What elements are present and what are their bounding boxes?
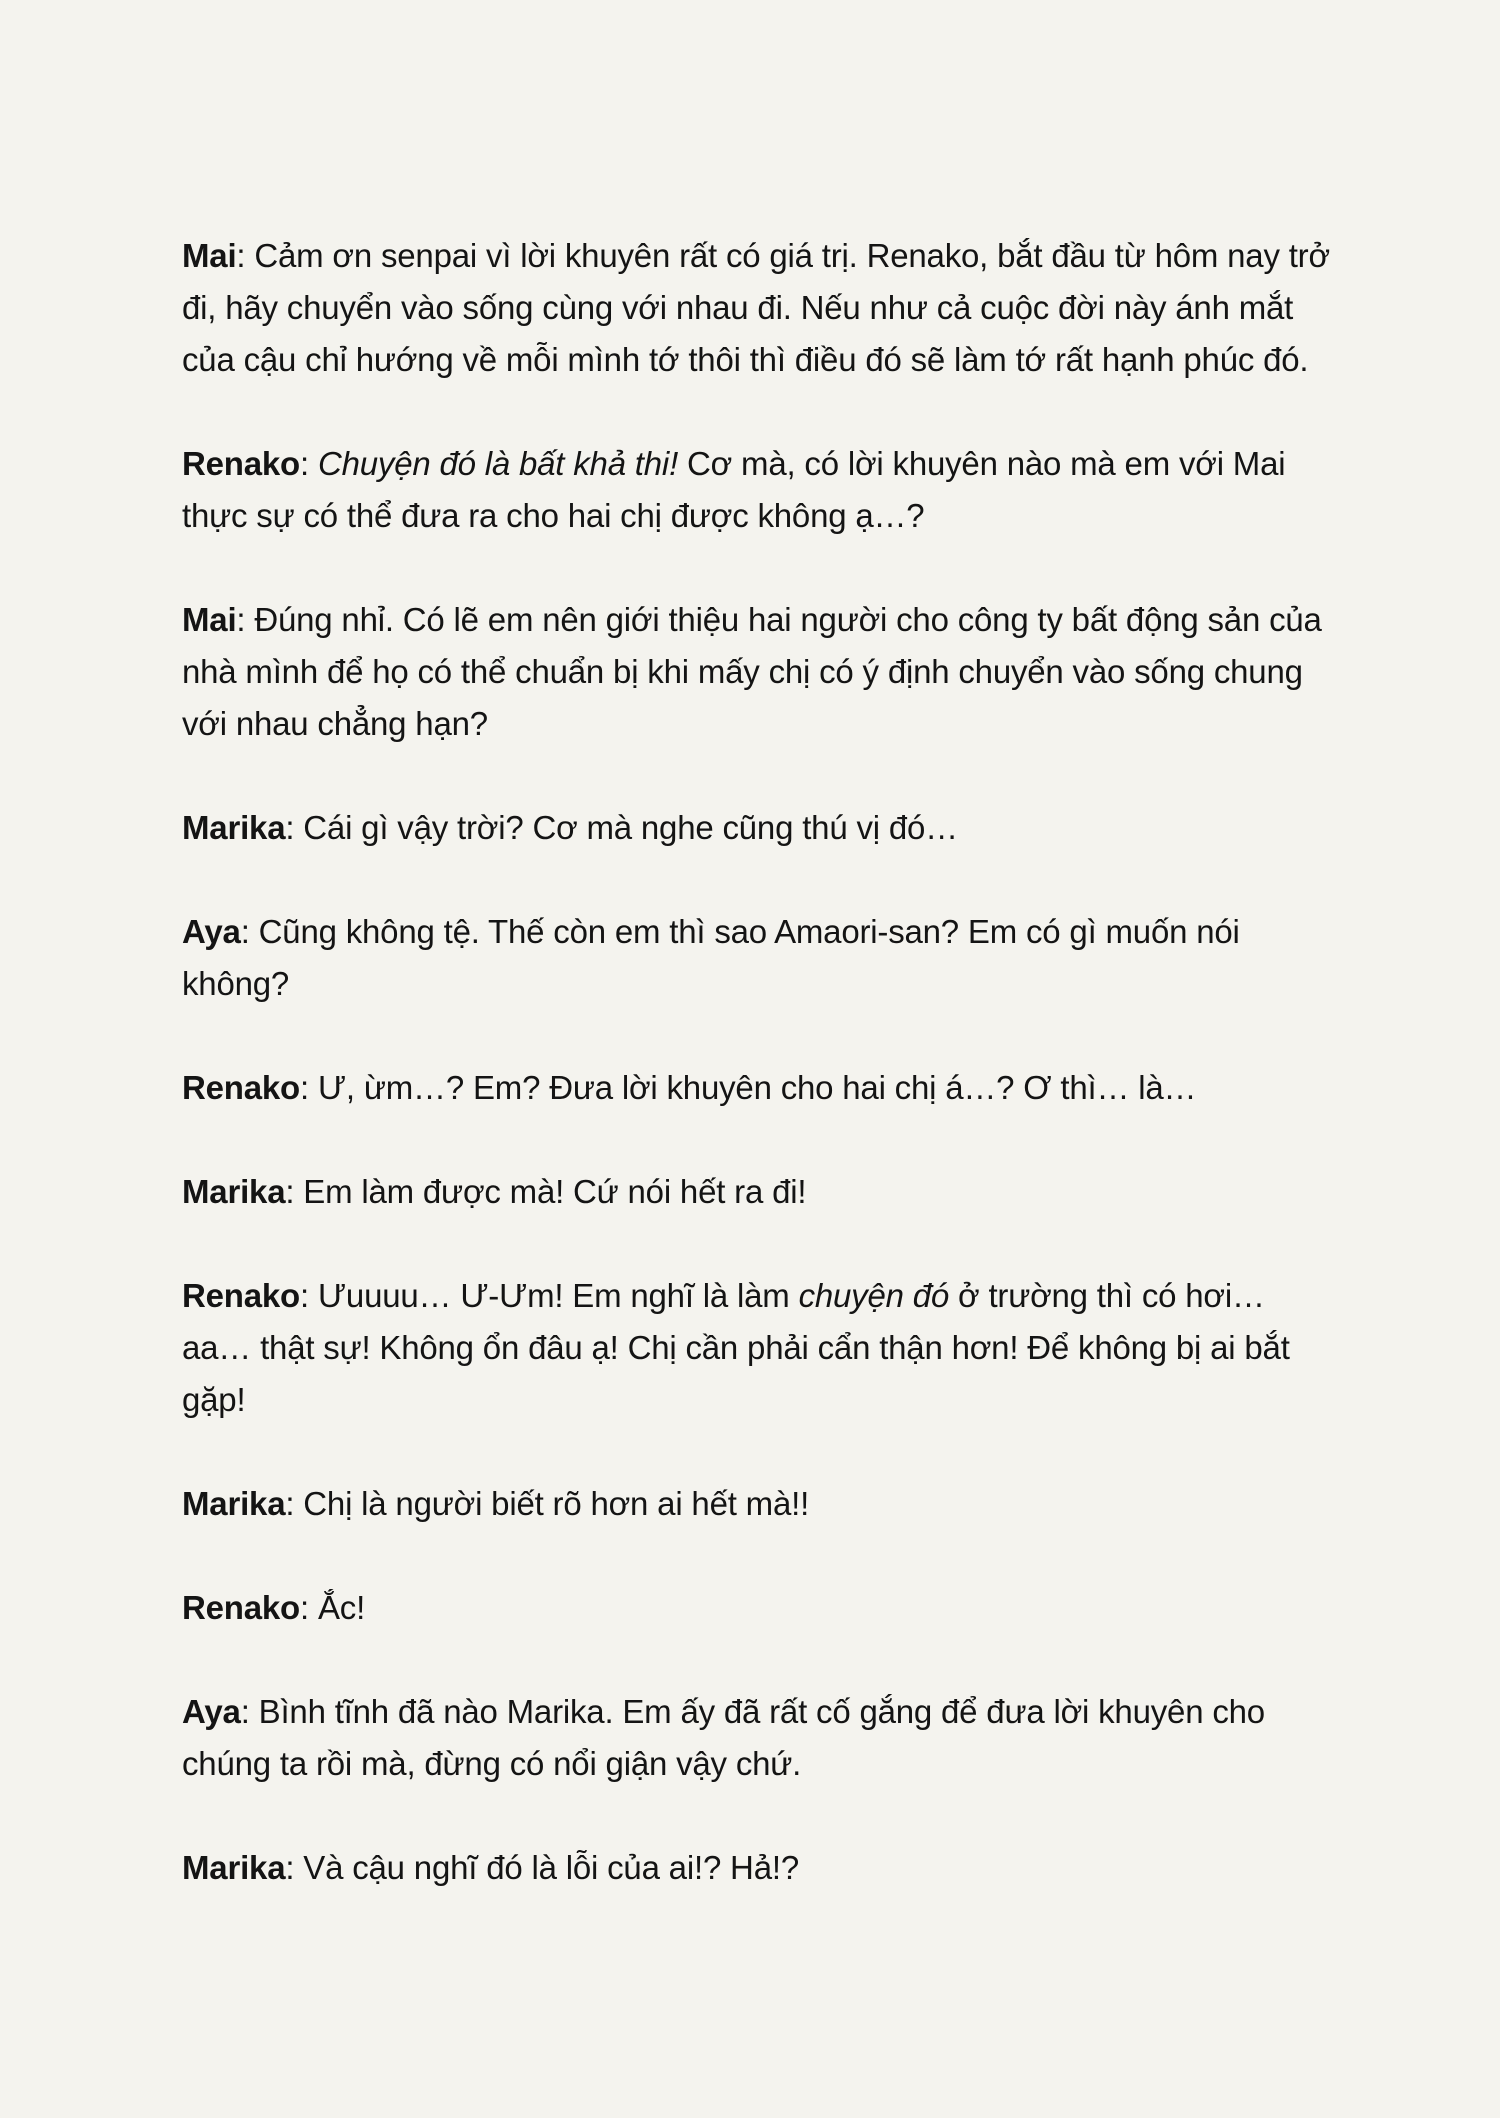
dialogue-text: : Ắc! [300, 1589, 366, 1626]
dialogue-text-italic: chuyện đó [798, 1277, 950, 1314]
speaker-name: Marika [182, 1485, 286, 1522]
dialogue-line [182, 1062, 1342, 1114]
dialogue-text: Cơ mà, có lời khuyên nào mà em với Mai thực sự có thể đưa ra cho hai chị được không ạ…? [182, 445, 1286, 534]
dialogue-text: : Cũng không tệ. Thế còn em thì sao Amaori-san? Em có gì muốn nói không? [182, 913, 1240, 1002]
dialogue-line [182, 906, 1342, 1010]
dialogue-text: : Em làm được mà! Cứ nói hết ra đi! [285, 1173, 807, 1210]
speaker-name: Renako [182, 445, 301, 482]
speaker-name: Mai [182, 237, 237, 274]
dialogue-text: ở trường thì có hơi… aa… thật sự! Không ổn đâu ạ! Chị cần phải cẩn thận hơn! Để không bị ai bắt gặp! [182, 1277, 1290, 1418]
speaker-name: Renako [182, 1589, 301, 1626]
dialogue-line [182, 1686, 1342, 1790]
dialogue-line [182, 1270, 1342, 1426]
dialogue-text: : Chị là người biết rõ hơn ai hết mà!! [285, 1485, 810, 1522]
dialogue-text: : Cảm ơn senpai vì lời khuyên rất có giá trị. Renako, bắt đầu từ hôm nay trở đi, hãy chuyển vào sống cùng với nhau đi. Nếu như cả cuộc đời này ánh mắt của cậu chỉ hướng về mỗi mình tớ thôi thì điều đó sẽ làm tớ rất hạnh phúc đó. [182, 237, 1330, 378]
speaker-name: Marika [182, 1173, 286, 1210]
dialogue-line [182, 1842, 1342, 1894]
dialogue-text: : Cái gì vậy trời? Cơ mà nghe cũng thú vị đó… [285, 809, 958, 846]
dialogue-text: : Đúng nhỉ. Có lẽ em nên giới thiệu hai người cho công ty bất động sản của nhà mình để họ có thể chuẩn bị khi mấy chị có ý định chuyển vào sống chung với nhau chẳng hạn? [182, 601, 1322, 742]
dialogue-text: : [300, 445, 318, 482]
speaker-name: Aya [182, 913, 241, 950]
document-page [182, 230, 1342, 1946]
dialogue-line [182, 802, 1342, 854]
dialogue-text: : Ưuuuu… Ư-Ưm! Em nghĩ là làm [300, 1277, 799, 1314]
speaker-name: Renako [182, 1069, 301, 1106]
speaker-name: Marika [182, 1849, 286, 1886]
speaker-name: Aya [182, 1693, 241, 1730]
dialogue-text: : Bình tĩnh đã nào Marika. Em ấy đã rất cố gắng để đưa lời khuyên cho chúng ta rồi mà, đừng có nổi giận vậy chứ. [182, 1693, 1265, 1782]
dialogue-text: : Và cậu nghĩ đó là lỗi của ai!? Hả!? [285, 1849, 799, 1886]
dialogue-line [182, 230, 1342, 386]
speaker-name: Renako [182, 1277, 301, 1314]
speaker-name: Mai [182, 601, 237, 638]
dialogue-line [182, 1166, 1342, 1218]
dialogue-line [182, 1582, 1342, 1634]
dialogue-line [182, 438, 1342, 542]
speaker-name: Marika [182, 809, 286, 846]
dialogue-line [182, 1478, 1342, 1530]
dialogue-line [182, 594, 1342, 750]
dialogue-text-italic: Chuyện đó là bất khả thi! [317, 445, 679, 482]
dialogue-text: : Ư, ừm…? Em? Đưa lời khuyên cho hai chị á…? Ơ thì… là… [300, 1069, 1197, 1106]
